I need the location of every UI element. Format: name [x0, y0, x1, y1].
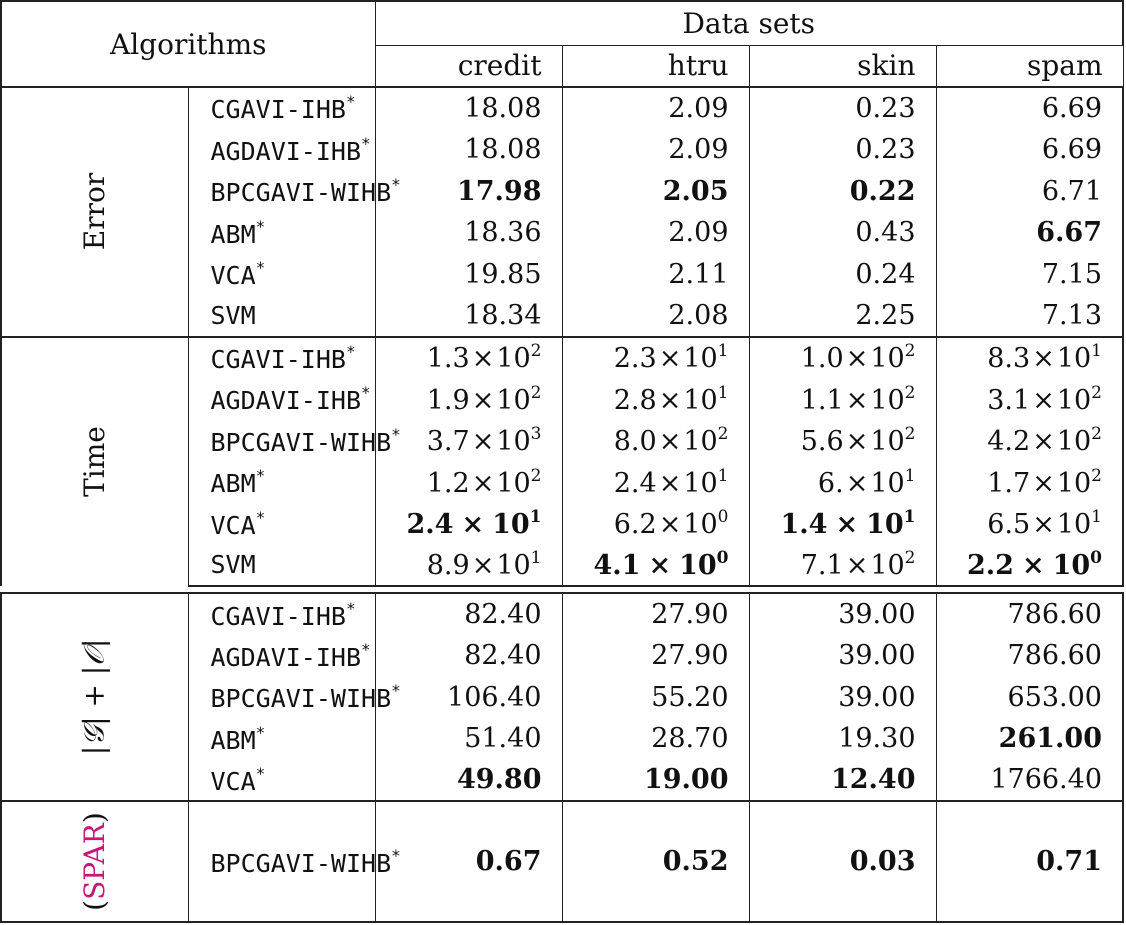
- algorithm-name: SVM: [210, 550, 256, 580]
- times-sign: ×: [1021, 550, 1045, 582]
- times-sign: ×: [471, 384, 495, 416]
- value-text: 27.90: [651, 599, 729, 631]
- time-base: 10: [496, 384, 531, 416]
- times-sign: ×: [471, 343, 495, 375]
- time-exponent: 1: [717, 382, 729, 403]
- value-cell-skin: [749, 461, 936, 503]
- time-exponent: 0: [1090, 548, 1102, 569]
- value-text: 0.52: [662, 846, 729, 878]
- time-base: 10: [683, 343, 718, 375]
- value-text: 12.40: [830, 764, 916, 796]
- algorithm-star-marker: *: [255, 466, 266, 486]
- time-base: 10: [496, 467, 531, 499]
- value-cell-htru: [562, 295, 749, 337]
- column-header-skin: skin: [749, 45, 936, 87]
- time-mantissa: 1.4: [780, 509, 828, 541]
- value-text: 653.00: [1007, 681, 1102, 713]
- time-mantissa: 2.8: [613, 384, 657, 416]
- value-cell-spam: [936, 676, 1123, 718]
- value-cell-htru: [562, 545, 749, 587]
- time-mantissa: 3.7: [426, 426, 470, 458]
- value-cell-skin: [749, 378, 936, 420]
- algorithm-star-marker: *: [255, 507, 266, 527]
- algorithm-name-cell: [188, 503, 375, 545]
- value-cell-htru: [562, 760, 749, 802]
- algorithm-name: ABM: [210, 725, 256, 755]
- algorithm-name-cell: [188, 801, 401, 922]
- algorithm-name: VCA: [210, 510, 256, 540]
- time-mantissa: 2.3: [613, 343, 657, 375]
- value-text: 2.08: [668, 299, 729, 331]
- column-header-credit: credit: [375, 45, 562, 87]
- time-exponent: 2: [904, 382, 916, 403]
- time-mantissa: 1.3: [426, 343, 470, 375]
- error-row: [1, 87, 1123, 129]
- value-text: 2.09: [668, 217, 729, 249]
- algorithm-name: BPCGAVI-WIHB: [210, 684, 392, 714]
- value-text: 0.67: [475, 846, 542, 878]
- value-cell-htru: [562, 420, 749, 462]
- time-base: 10: [496, 343, 531, 375]
- time-base: 10: [870, 550, 905, 582]
- algorithm-name-cell: [188, 461, 375, 503]
- time-base: 10: [870, 426, 905, 458]
- algorithm-name: CGAVI-IHB: [210, 95, 346, 125]
- value-text: 17.98: [456, 175, 542, 207]
- time-base: 10: [496, 550, 531, 582]
- times-sign: ×: [461, 509, 485, 541]
- times-sign: ×: [845, 467, 869, 499]
- value-cell-credit: [375, 378, 562, 420]
- column-header-spam: spam: [936, 45, 1123, 87]
- value-text: 0.24: [855, 258, 916, 290]
- value-cell-spam: [936, 545, 1123, 587]
- algorithm-star-marker: *: [345, 92, 356, 112]
- time-base: 10: [683, 384, 718, 416]
- time-base: 10: [1056, 467, 1092, 499]
- algorithm-name: VCA: [210, 261, 256, 291]
- value-cell-skin: [749, 254, 936, 296]
- times-sign: ×: [1032, 426, 1055, 458]
- value-text: 786.60: [1007, 599, 1102, 631]
- algorithm-name: BPCGAVI-WIHB: [210, 848, 392, 878]
- value-text: 49.80: [456, 764, 542, 796]
- algorithm-name-cell: [188, 337, 375, 379]
- time-base: 10: [496, 426, 531, 458]
- value-cell-credit: [375, 170, 562, 212]
- size-group-label-cell: [1, 593, 188, 801]
- time-base: 10: [1056, 509, 1092, 541]
- algorithm-star-marker: *: [391, 424, 401, 444]
- value-text: 27.90: [651, 640, 729, 672]
- algorithm-name-cell: [188, 378, 375, 420]
- value-cell-spam: [936, 801, 1123, 922]
- time-exponent: 2: [1091, 424, 1102, 445]
- time-base: 10: [683, 426, 718, 458]
- algorithm-star-marker: *: [361, 639, 371, 659]
- section-gap: [1, 586, 1123, 593]
- value-text: 6.69: [1041, 92, 1102, 124]
- value-cell-credit: [375, 337, 562, 379]
- value-cell-htru: [562, 718, 749, 760]
- value-text: 39.00: [838, 640, 916, 672]
- times-sign: ×: [845, 550, 869, 582]
- value-text: 0.23: [855, 134, 916, 166]
- time-exponent: 2: [1091, 465, 1102, 486]
- value-cell-spam: [936, 129, 1123, 171]
- time-mantissa: 2.2: [966, 550, 1014, 582]
- time-mantissa: 6.: [817, 467, 844, 499]
- value-text: 0.23: [855, 92, 916, 124]
- times-sign: ×: [471, 467, 495, 499]
- value-text: 18.36: [464, 217, 542, 249]
- time-exponent: 0: [716, 548, 729, 569]
- value-cell-skin: [749, 801, 936, 922]
- time-base: 10: [1056, 343, 1092, 375]
- algorithm-name-cell: [188, 295, 375, 337]
- algorithm-name-cell: [188, 170, 401, 212]
- algorithm-name-cell: [188, 212, 375, 254]
- value-text: 18.08: [464, 134, 542, 166]
- value-cell-htru: [562, 254, 749, 296]
- value-cell-htru: [562, 170, 749, 212]
- value-cell-credit: [375, 545, 562, 587]
- algorithm-name-cell: [188, 254, 375, 296]
- value-cell-spam: [936, 254, 1123, 296]
- time-mantissa: 4.2: [987, 426, 1031, 458]
- algorithm-name: CGAVI-IHB: [210, 344, 346, 374]
- time-exponent: 1: [904, 465, 916, 486]
- value-text: 55.20: [651, 681, 729, 713]
- algorithm-name-cell: [188, 760, 375, 802]
- algorithm-star-marker: *: [391, 681, 401, 701]
- value-cell-skin: [749, 170, 936, 212]
- algorithm-name-cell: [188, 420, 401, 462]
- value-cell-spam: [936, 337, 1123, 379]
- time-exponent: 1: [903, 507, 916, 528]
- time-group-label: Time: [78, 426, 112, 498]
- time-mantissa: 3.1: [987, 384, 1031, 416]
- algorithm-name: SVM: [210, 300, 256, 330]
- value-text: 18.34: [464, 299, 542, 331]
- value-cell-credit: [375, 295, 562, 337]
- times-sign: ×: [845, 384, 869, 416]
- time-mantissa: 2.4: [406, 509, 454, 541]
- spar-label-close-paren: ): [78, 812, 112, 824]
- time-base: 10: [1056, 384, 1092, 416]
- value-text: 19.85: [464, 258, 542, 290]
- time-exponent: 1: [717, 341, 729, 362]
- value-cell-spam: [936, 760, 1123, 802]
- time-base: 10: [683, 467, 718, 499]
- time-base: 10: [870, 467, 905, 499]
- times-sign: ×: [1032, 509, 1055, 541]
- times-sign: ×: [845, 426, 869, 458]
- value-cell-skin: [749, 337, 936, 379]
- value-cell-credit: [375, 801, 562, 922]
- value-text: 19.00: [643, 764, 729, 796]
- value-cell-skin: [749, 129, 936, 171]
- time-base: 10: [870, 384, 905, 416]
- time-mantissa: 1.0: [800, 343, 844, 375]
- times-sign: ×: [658, 384, 682, 416]
- times-sign: ×: [845, 343, 869, 375]
- time-mantissa: 8.9: [426, 550, 470, 582]
- times-sign: ×: [471, 426, 495, 458]
- value-cell-credit: [375, 87, 562, 129]
- value-cell-spam: [936, 378, 1123, 420]
- value-text: 18.08: [464, 92, 542, 124]
- value-cell-credit: [375, 420, 562, 462]
- value-text: 0.43: [855, 217, 916, 249]
- value-text: 82.40: [464, 599, 542, 631]
- value-text: 2.11: [668, 258, 729, 290]
- value-text: 106.40: [447, 681, 542, 713]
- value-cell-spam: [936, 461, 1123, 503]
- time-exponent: 1: [1091, 341, 1102, 362]
- time-mantissa: 2.4: [613, 467, 657, 499]
- value-text: 19.30: [838, 723, 916, 755]
- spar-label-text: SPAR: [78, 823, 112, 900]
- value-cell-htru: [562, 461, 749, 503]
- time-mantissa: 8.3: [987, 343, 1031, 375]
- value-cell-credit: [375, 461, 562, 503]
- value-cell-skin: [749, 545, 936, 587]
- value-cell-credit: [375, 593, 562, 635]
- algorithm-name-cell: [188, 718, 375, 760]
- time-group-label-cell: [1, 337, 188, 586]
- value-text: 0.71: [1036, 846, 1102, 878]
- value-cell-credit: [375, 212, 562, 254]
- algorithm-name: ABM: [210, 219, 256, 249]
- value-text: 6.67: [1036, 217, 1102, 249]
- algorithm-name-cell: [188, 87, 375, 129]
- time-exponent: 3: [530, 424, 542, 445]
- times-sign: ×: [658, 343, 682, 375]
- times-sign: ×: [658, 426, 682, 458]
- value-text: 39.00: [838, 599, 916, 631]
- value-cell-spam: [936, 503, 1123, 545]
- spar-label-open-paren: (: [78, 899, 112, 911]
- time-exponent: 2: [904, 548, 916, 569]
- times-sign: ×: [648, 550, 672, 582]
- algorithm-name-cell: [188, 545, 375, 587]
- time-mantissa: 6.5: [987, 509, 1031, 541]
- value-text: 39.00: [838, 681, 916, 713]
- value-cell-credit: [375, 760, 562, 802]
- value-text: 261.00: [998, 723, 1102, 755]
- time-mantissa: 1.1: [800, 384, 844, 416]
- algorithm-star-marker: *: [255, 258, 266, 278]
- value-cell-htru: [562, 801, 749, 922]
- value-cell-htru: [562, 503, 749, 545]
- time-exponent: 2: [717, 424, 729, 445]
- times-sign: ×: [835, 509, 859, 541]
- value-cell-skin: [749, 593, 936, 635]
- value-cell-htru: [562, 212, 749, 254]
- time-row: [1, 337, 1123, 379]
- spar-group-label-cell: [1, 801, 188, 922]
- value-cell-spam: [936, 87, 1123, 129]
- value-cell-htru: [562, 129, 749, 171]
- value-cell-skin: [749, 212, 936, 254]
- times-sign: ×: [658, 467, 682, 499]
- time-exponent: 1: [1091, 507, 1102, 528]
- time-base: 10: [679, 550, 717, 582]
- value-cell-htru: [562, 676, 749, 718]
- spar-row: [1, 801, 1123, 922]
- algorithm-star-marker: *: [345, 598, 356, 618]
- time-exponent: 2: [530, 465, 542, 486]
- time-exponent: 2: [904, 424, 916, 445]
- value-cell-credit: [375, 129, 562, 171]
- algorithm-star-marker: *: [255, 216, 266, 236]
- value-cell-skin: [749, 760, 936, 802]
- algorithm-star-marker: *: [361, 133, 371, 153]
- value-cell-skin: [749, 503, 936, 545]
- time-mantissa: 1.7: [987, 467, 1031, 499]
- time-exponent: 1: [717, 465, 729, 486]
- datasets-header: Data sets: [375, 1, 1123, 45]
- algorithm-name-cell: [188, 635, 375, 677]
- algorithm-name-cell: [188, 676, 401, 718]
- time-exponent: 2: [530, 341, 542, 362]
- header-row: [1, 1, 1123, 45]
- algorithm-star-marker: *: [255, 722, 266, 742]
- spar-group-label: [78, 812, 111, 911]
- value-text: 2.09: [668, 92, 729, 124]
- algorithm-name: BPCGAVI-WIHB: [210, 427, 392, 457]
- value-cell-spam: [936, 635, 1123, 677]
- value-cell-skin: [749, 676, 936, 718]
- value-text: 1766.40: [990, 764, 1102, 796]
- value-cell-spam: [936, 593, 1123, 635]
- size-row: [1, 593, 1123, 635]
- value-cell-credit: [375, 254, 562, 296]
- value-cell-htru: [562, 87, 749, 129]
- value-cell-credit: [375, 676, 562, 718]
- time-mantissa: 8.0: [613, 426, 657, 458]
- value-text: 0.03: [849, 846, 916, 878]
- value-cell-htru: [562, 635, 749, 677]
- value-cell-spam: [936, 420, 1123, 462]
- value-text: 0.22: [849, 175, 916, 207]
- times-sign: ×: [471, 550, 495, 582]
- value-cell-credit: [375, 503, 562, 545]
- algorithm-name-cell: [188, 593, 375, 635]
- value-cell-htru: [562, 337, 749, 379]
- time-base: 10: [870, 343, 905, 375]
- value-text: 6.71: [1041, 175, 1102, 207]
- value-cell-credit: [375, 635, 562, 677]
- algorithms-header: Algorithms: [1, 1, 375, 87]
- time-exponent: 1: [530, 548, 542, 569]
- column-header-htru: htru: [562, 45, 749, 87]
- value-cell-spam: [936, 718, 1123, 760]
- algorithm-name: CGAVI-IHB: [210, 601, 346, 631]
- time-mantissa: 7.1: [800, 550, 844, 582]
- value-text: 6.69: [1041, 134, 1102, 166]
- algorithm-name: BPCGAVI-WIHB: [210, 178, 392, 208]
- algorithm-name: AGDAVI-IHB: [210, 642, 362, 672]
- value-text: 51.40: [464, 723, 542, 755]
- algorithm-name: AGDAVI-IHB: [210, 386, 362, 416]
- value-text: 2.25: [855, 299, 916, 331]
- value-cell-spam: [936, 212, 1123, 254]
- time-exponent: 2: [1091, 382, 1102, 403]
- value-text: 28.70: [651, 723, 729, 755]
- time-mantissa: 5.6: [800, 426, 844, 458]
- time-base: 10: [866, 509, 904, 541]
- value-text: 2.05: [662, 175, 729, 207]
- time-mantissa: 1.2: [426, 467, 470, 499]
- error-group-label-cell: [1, 87, 188, 336]
- value-text: 2.09: [668, 134, 729, 166]
- algorithm-star-marker: *: [361, 383, 371, 403]
- time-exponent: 2: [904, 341, 916, 362]
- time-mantissa: 6.2: [613, 509, 657, 541]
- times-sign: ×: [1032, 343, 1055, 375]
- algorithm-star-marker: *: [391, 175, 401, 195]
- times-sign: ×: [658, 509, 682, 541]
- algorithm-name: VCA: [210, 766, 256, 796]
- value-cell-credit: [375, 718, 562, 760]
- value-cell-skin: [749, 295, 936, 337]
- value-text: 7.13: [1041, 299, 1102, 331]
- time-exponent: 0: [717, 507, 729, 528]
- times-sign: ×: [1032, 384, 1055, 416]
- algorithm-name: AGDAVI-IHB: [210, 136, 362, 166]
- section-gap-cell: [1, 586, 1123, 593]
- value-text: 786.60: [1007, 640, 1102, 672]
- algorithm-star-marker: *: [391, 845, 401, 865]
- times-sign: ×: [1032, 467, 1055, 499]
- value-cell-spam: [936, 295, 1123, 337]
- time-mantissa: 4.1: [593, 550, 641, 582]
- value-cell-htru: [562, 378, 749, 420]
- algorithm-star-marker: *: [345, 341, 356, 361]
- time-exponent: 2: [530, 382, 542, 403]
- value-cell-skin: [749, 87, 936, 129]
- size-group-label: |𝒢| + |𝒪|: [77, 638, 111, 756]
- time-base: 10: [1052, 550, 1091, 582]
- value-text: 7.15: [1041, 258, 1102, 290]
- time-base: 10: [1056, 426, 1092, 458]
- value-text: 82.40: [464, 640, 542, 672]
- value-cell-skin: [749, 635, 936, 677]
- algorithm-star-marker: *: [255, 763, 266, 783]
- algorithm-name: ABM: [210, 469, 256, 499]
- time-exponent: 1: [529, 507, 542, 528]
- value-cell-skin: [749, 718, 936, 760]
- algorithm-name-cell: [188, 129, 375, 171]
- value-cell-skin: [749, 420, 936, 462]
- value-cell-htru: [562, 593, 749, 635]
- time-base: 10: [492, 509, 530, 541]
- time-mantissa: 1.9: [426, 384, 470, 416]
- time-base: 10: [683, 509, 718, 541]
- error-group-label: Error: [78, 173, 112, 251]
- value-cell-spam: [936, 170, 1123, 212]
